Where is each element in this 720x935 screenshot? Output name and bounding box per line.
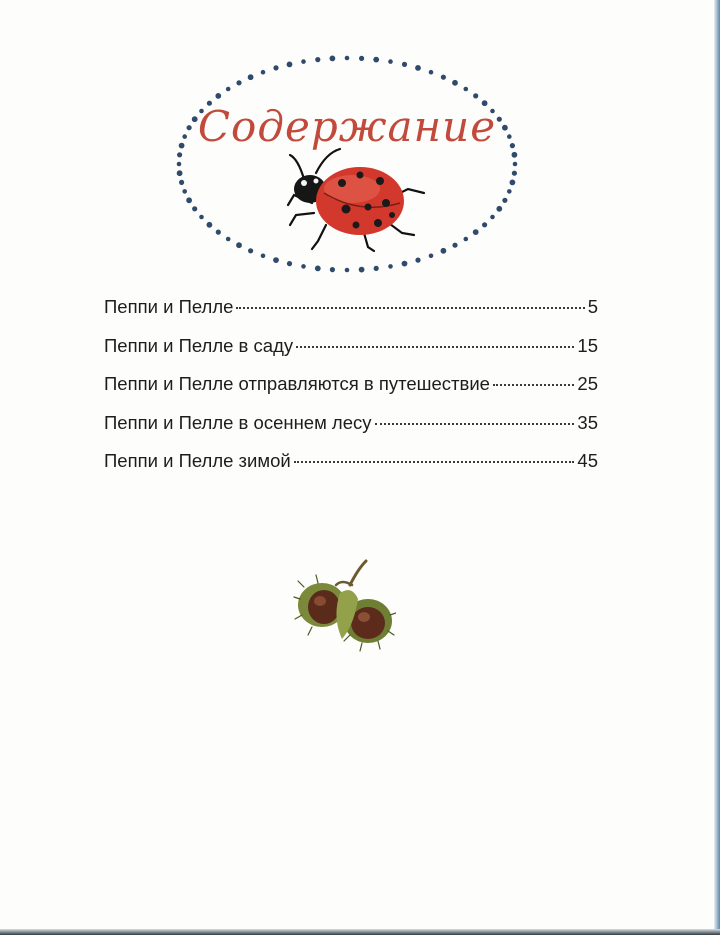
frame-dot: [177, 170, 183, 176]
frame-dot: [429, 70, 434, 75]
frame-dot: [215, 93, 221, 99]
toc-entry[interactable]: [104, 296, 598, 335]
frame-dot: [226, 87, 231, 92]
frame-dot: [199, 215, 204, 220]
frame-dot: [482, 222, 487, 227]
frame-dot: [359, 56, 364, 61]
toc-entry-title: Пеппи и Пелле: [104, 296, 234, 317]
toc-entry-page: 25: [577, 373, 598, 394]
frame-dot: [330, 267, 335, 272]
toc-entry-title: Пеппи и Пелле отправляются в путешествие: [104, 373, 490, 394]
frame-dot: [315, 266, 321, 272]
frame-dot: [388, 59, 393, 64]
frame-dot: [273, 65, 278, 70]
frame-dot: [261, 254, 266, 259]
frame-dot: [216, 230, 221, 235]
frame-dot: [373, 57, 379, 63]
toc-dot-leader: [493, 384, 574, 386]
frame-dot: [236, 80, 241, 85]
toc-dot-leader: [236, 307, 584, 309]
frame-dot: [452, 80, 458, 86]
toc-dot-leader: [375, 423, 575, 425]
toc-entry-title: Пеппи и Пелле в осеннем лесу: [104, 411, 372, 433]
frame-dot: [261, 70, 266, 75]
frame-dot: [510, 180, 516, 186]
toc-entry-page: 45: [577, 450, 598, 471]
frame-dot: [452, 243, 457, 248]
frame-dot: [226, 237, 231, 242]
frame-dot: [186, 197, 192, 203]
toc-entry-page: 35: [577, 411, 598, 433]
frame-dot: [513, 162, 518, 167]
frame-dot: [496, 206, 502, 212]
frame-dot: [345, 56, 350, 61]
page-title: Содержание: [197, 102, 497, 151]
frame-dot: [301, 59, 306, 64]
toc-entry-title: Пеппи и Пелле зимой: [104, 450, 291, 471]
toc-entry[interactable]: [104, 412, 598, 451]
frame-dot: [512, 152, 518, 158]
frame-dot: [415, 258, 420, 263]
frame-dot: [248, 74, 254, 80]
frame-dot: [192, 206, 197, 211]
frame-dot: [502, 198, 507, 203]
toc-entry-title: Пеппи и Пелле в саду: [104, 334, 294, 356]
frame-dot: [388, 264, 393, 269]
page-edge-bottom: [0, 929, 720, 935]
frame-dot: [402, 261, 408, 267]
frame-dot: [441, 75, 446, 80]
frame-dot: [236, 242, 242, 248]
table-of-contents: [104, 296, 598, 489]
frame-dot: [345, 268, 350, 273]
toc-entry[interactable]: [104, 450, 598, 489]
frame-dot: [207, 222, 213, 228]
frame-dot: [182, 189, 187, 194]
frame-dot: [464, 87, 469, 92]
frame-dot: [287, 261, 292, 266]
frame-dot: [248, 248, 253, 253]
ladybug-icon: [282, 145, 432, 255]
frame-dot: [301, 264, 306, 269]
page-edge-right: [714, 0, 720, 935]
frame-dot: [374, 266, 379, 271]
toc-entry[interactable]: [104, 335, 598, 374]
frame-dot: [507, 189, 512, 194]
frame-dot: [273, 257, 279, 263]
toc-entry-page: 15: [577, 334, 598, 356]
frame-dot: [441, 248, 447, 254]
frame-dot: [473, 93, 478, 98]
frame-dot: [179, 180, 184, 185]
frame-dot: [473, 229, 479, 235]
frame-dot: [464, 237, 469, 242]
toc-entry-page: 5: [587, 296, 598, 317]
frame-dot: [359, 267, 365, 273]
frame-dot: [177, 152, 182, 157]
toc-dot-leader: [296, 346, 574, 348]
frame-dot: [330, 56, 336, 62]
frame-dot: [177, 162, 182, 167]
chestnuts-icon: [292, 555, 396, 655]
frame-dot: [490, 215, 495, 220]
frame-dot: [402, 62, 407, 67]
frame-dot: [512, 171, 517, 176]
frame-dot: [415, 65, 421, 71]
toc-entry[interactable]: [104, 373, 598, 412]
frame-dot: [315, 57, 320, 62]
frame-dot: [287, 62, 293, 68]
toc-dot-leader: [294, 461, 575, 463]
